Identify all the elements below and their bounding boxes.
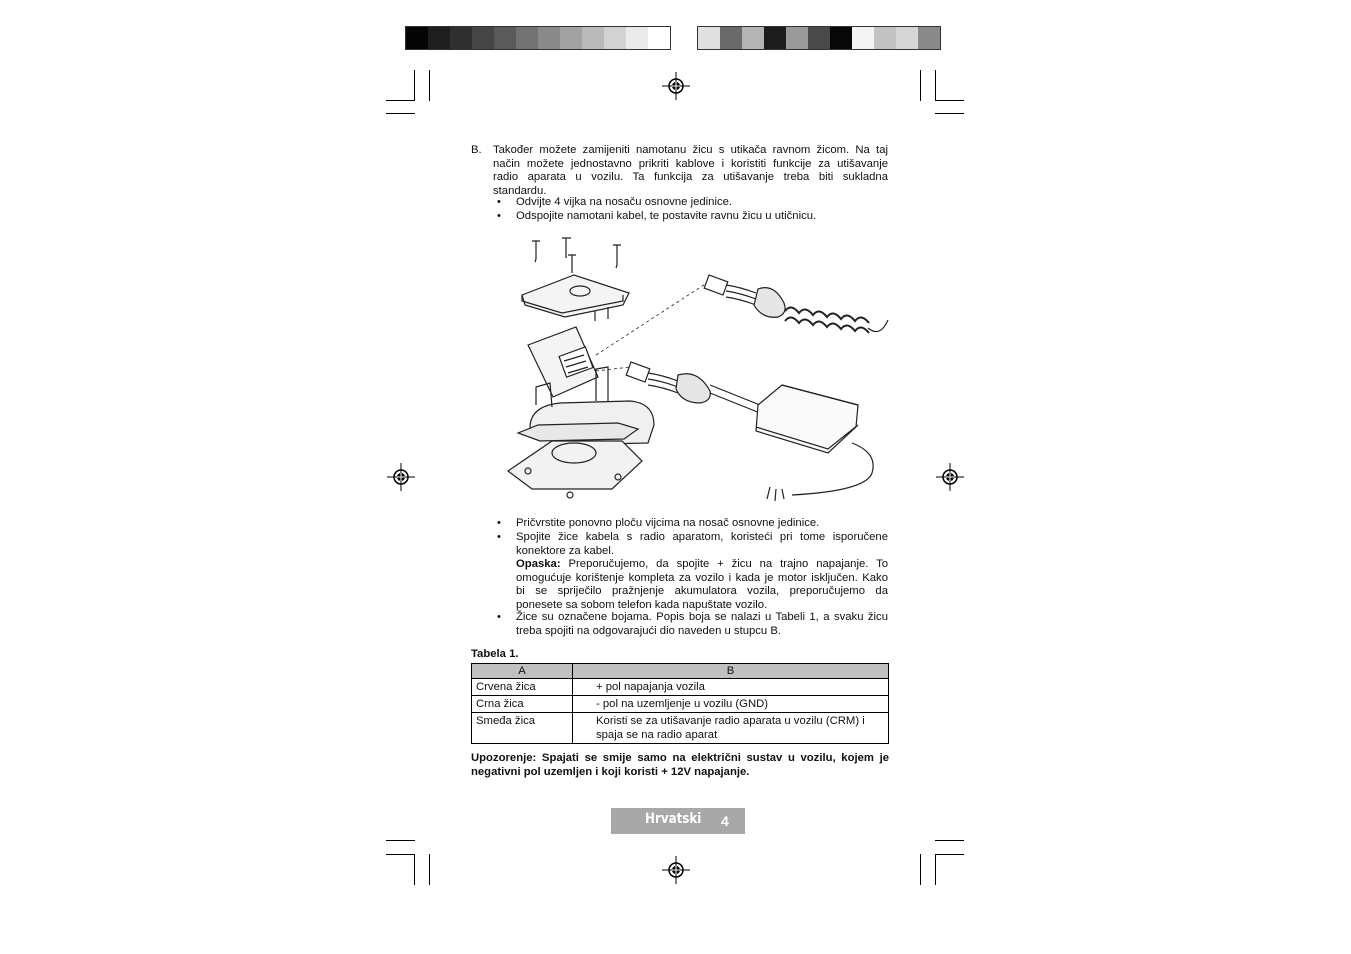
- color-swatch: [428, 27, 450, 49]
- table-row: [472, 713, 889, 744]
- note-line: ponesete sa sobom telefon kada napuštate vozilo.: [516, 598, 768, 611]
- color-line: treba spojiti na odgovarajući dio naveden u stupcu B.: [516, 624, 782, 637]
- note-text: Preporučujemo, da spojite + žicu na trajno napajanje. To: [560, 558, 888, 570]
- section-b-line: način možete jednostavno prikriti kablove i koristiti funkcije za utišavanje: [493, 157, 888, 170]
- table-cell: Smeđa žica: [472, 713, 573, 744]
- color-swatch: [918, 27, 940, 49]
- section-b-line: radio aparata u vozilu. Ta funkcija za utišavanje treba biti sukladna: [493, 171, 888, 183]
- color-swatch: [742, 27, 764, 49]
- color-swatch: [786, 27, 808, 49]
- bullet-unscrew: Odvijte 4 vijka na nosaču osnovne jedinice.: [516, 196, 733, 208]
- bullet-disconnect: Odspojite namotani kabel, te postavite ravnu žicu u utičnicu.: [516, 210, 817, 222]
- note-label: Opaska:: [516, 558, 561, 570]
- color-swatch: [720, 27, 742, 49]
- note-line: bi se spriječilo pražnjenje akumulatora vozila, preporučujemo da: [516, 585, 888, 597]
- color-swatch: [494, 27, 516, 49]
- table-cell: - pol na uzemljenje u vozilu (GND): [573, 696, 889, 713]
- section-b-line: Također možete zamijeniti namotanu žicu s utikača ravnom žicom. Na taj: [493, 144, 888, 156]
- table-row: [472, 696, 889, 713]
- table-header-a: A: [472, 664, 573, 679]
- table-cell: Crna žica: [472, 696, 573, 713]
- table-cell: Koristi se za utišavanje radio aparata u vozilu (CRM) i spaja se na radio aparat: [573, 713, 889, 744]
- color-swatch: [830, 27, 852, 49]
- color-swatch: [560, 27, 582, 49]
- color-swatch: [604, 27, 626, 49]
- footer-language: Hrvatski: [645, 811, 702, 827]
- page-number: 4: [721, 813, 729, 829]
- mount-wiring-illustration: [500, 233, 890, 508]
- color-swatch: [874, 27, 896, 49]
- registration-mark-left: [387, 463, 415, 491]
- registration-mark-top: [662, 72, 690, 100]
- note-first-line: [516, 558, 888, 572]
- color-swatch: [538, 27, 560, 49]
- note-line: omogućuje korištenje kompleta za vozilo i kada je motor isključen. Kako: [516, 571, 888, 584]
- table-caption: Tabela 1.: [471, 648, 519, 660]
- table-row: [472, 679, 889, 696]
- color-swatch: [626, 27, 648, 49]
- table-cell: Crvena žica: [472, 679, 573, 696]
- color-swatch: [808, 27, 830, 49]
- wire-color-table: [471, 663, 889, 744]
- table-header-row: [472, 664, 889, 679]
- bullet-reattach: Pričvrstite ponovno ploču vijcima na nosač osnovne jedinice.: [516, 517, 820, 529]
- bullet-connect-wires: [516, 531, 888, 612]
- footer-language-tab: [611, 808, 745, 834]
- color-swatch: [852, 27, 874, 49]
- bullet-color-coded: [516, 611, 888, 638]
- table-cell: + pol napajanja vozila: [573, 679, 889, 696]
- color-swatch: [516, 27, 538, 49]
- section-b-paragraph: [493, 144, 888, 198]
- screw-icons: [532, 238, 621, 273]
- color-swatch: [698, 27, 720, 49]
- table-header-b: B: [573, 664, 889, 679]
- color-swatch: [472, 27, 494, 49]
- color-bar-left: [405, 26, 671, 50]
- registration-mark-right: [936, 463, 964, 491]
- registration-mark-bottom: [662, 856, 690, 884]
- bullet-dot: •: [497, 196, 501, 208]
- connect-line: Spojite žice kabela s radio aparatom, koristeći pri tome isporučene: [516, 531, 888, 543]
- bullet-dot: •: [497, 517, 501, 529]
- bullet-dot: •: [497, 531, 501, 543]
- color-line: Žice su označene bojama. Popis boja se nalazi u Tabeli 1, a svaku žicu: [516, 611, 888, 623]
- connect-line: konektore za kabel.: [516, 544, 614, 557]
- warning-line: negativni pol uzemljen i koji koristi + 12V napajanje.: [471, 765, 750, 778]
- bullet-dot: •: [497, 210, 501, 222]
- color-swatch: [896, 27, 918, 49]
- warning-paragraph: [471, 752, 889, 779]
- color-swatch: [582, 27, 604, 49]
- color-swatch: [450, 27, 472, 49]
- section-b-line: standardu.: [493, 184, 547, 197]
- color-swatch: [648, 27, 670, 49]
- color-swatch: [406, 27, 428, 49]
- section-b-marker: B.: [471, 144, 482, 156]
- color-bar-right: [697, 26, 941, 50]
- color-swatch: [764, 27, 786, 49]
- warning-line: Upozorenje: Spajati se smije samo na električni sustav u vozilu, kojem je: [471, 752, 889, 764]
- bullet-dot: •: [497, 611, 501, 623]
